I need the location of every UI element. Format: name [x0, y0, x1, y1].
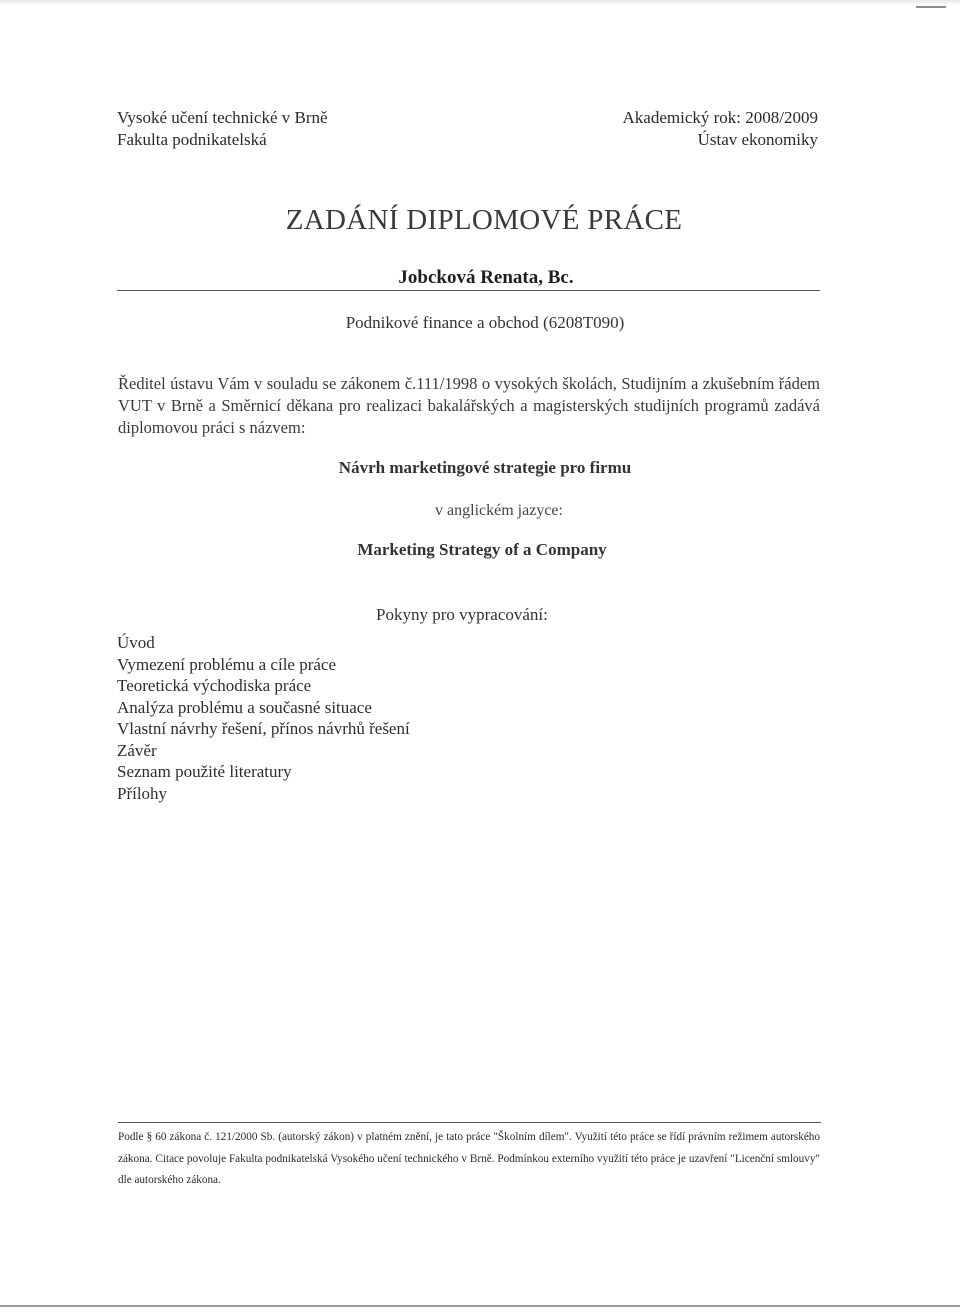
list-item: Analýza problému a současné situace: [117, 697, 372, 717]
instructions-list: [117, 632, 410, 804]
list-item: Závěr: [117, 740, 157, 760]
copyright-footnote: Podle § 60 zákona č. 121/2000 Sb. (autorský zákon) v platném znění, je tato práce "Školním dílem". Využití této práce se řídí právním režimem autorského zákona. Citace povoluje Fakulta podnikatelská Vysokého učení technického v Brně. Podmínkou externího využití této práce je uzavření "Licenční smlouvy" dle autorského zákona.: [118, 1131, 820, 1186]
faculty-name: Fakulta podnikatelská: [117, 130, 267, 149]
footnote-divider: [118, 1122, 821, 1123]
english-language-label: v anglickém jazyce:: [435, 502, 563, 519]
header-divider: [117, 290, 820, 291]
list-item: Teoretická východiska práce: [117, 676, 312, 695]
intro-paragraph: Ředitel ústavu Vám v souladu se zákonem č.111/1998 o vysokých školách, Studijním a zkušebním řádem VUT v Brně a Směrnicí děkana pro realizaci bakalářských a magisterských studijních programů zadává diplomovou práci s názvem:: [118, 374, 820, 437]
list-item: Vlastní návrhy řešení, přínos návrhů řešení: [117, 719, 410, 738]
list-item: Vymezení problému a cíle práce: [117, 654, 337, 674]
academic-year: Akademický rok: 2008/2009: [622, 108, 818, 127]
student-name: Jobcková Renata, Bc.: [398, 267, 574, 288]
university-name: Vysoké učení technické v Brně: [117, 108, 328, 127]
instructions-heading: Pokyny pro vypracování:: [376, 605, 548, 624]
document-title: ZADÁNÍ DIPLOMOVÉ PRÁCE: [285, 204, 683, 236]
study-programme: Podnikové finance a obchod (6208T090): [345, 313, 625, 332]
scan-top-edge: [0, 0, 960, 6]
thesis-title-czech: Návrh marketingové strategie pro firmu: [338, 458, 632, 477]
scan-bottom-edge: [0, 1305, 960, 1307]
list-item: Přílohy: [117, 783, 168, 803]
header-left: [117, 107, 328, 151]
list-item: Úvod: [117, 633, 155, 652]
scan-corner-mark: [916, 6, 946, 8]
thesis-title-english: Marketing Strategy of a Company: [357, 540, 607, 559]
header-right: [608, 107, 818, 151]
list-item: Seznam použité literatury: [117, 762, 292, 781]
institute-name: Ústav ekonomiky: [697, 130, 818, 149]
